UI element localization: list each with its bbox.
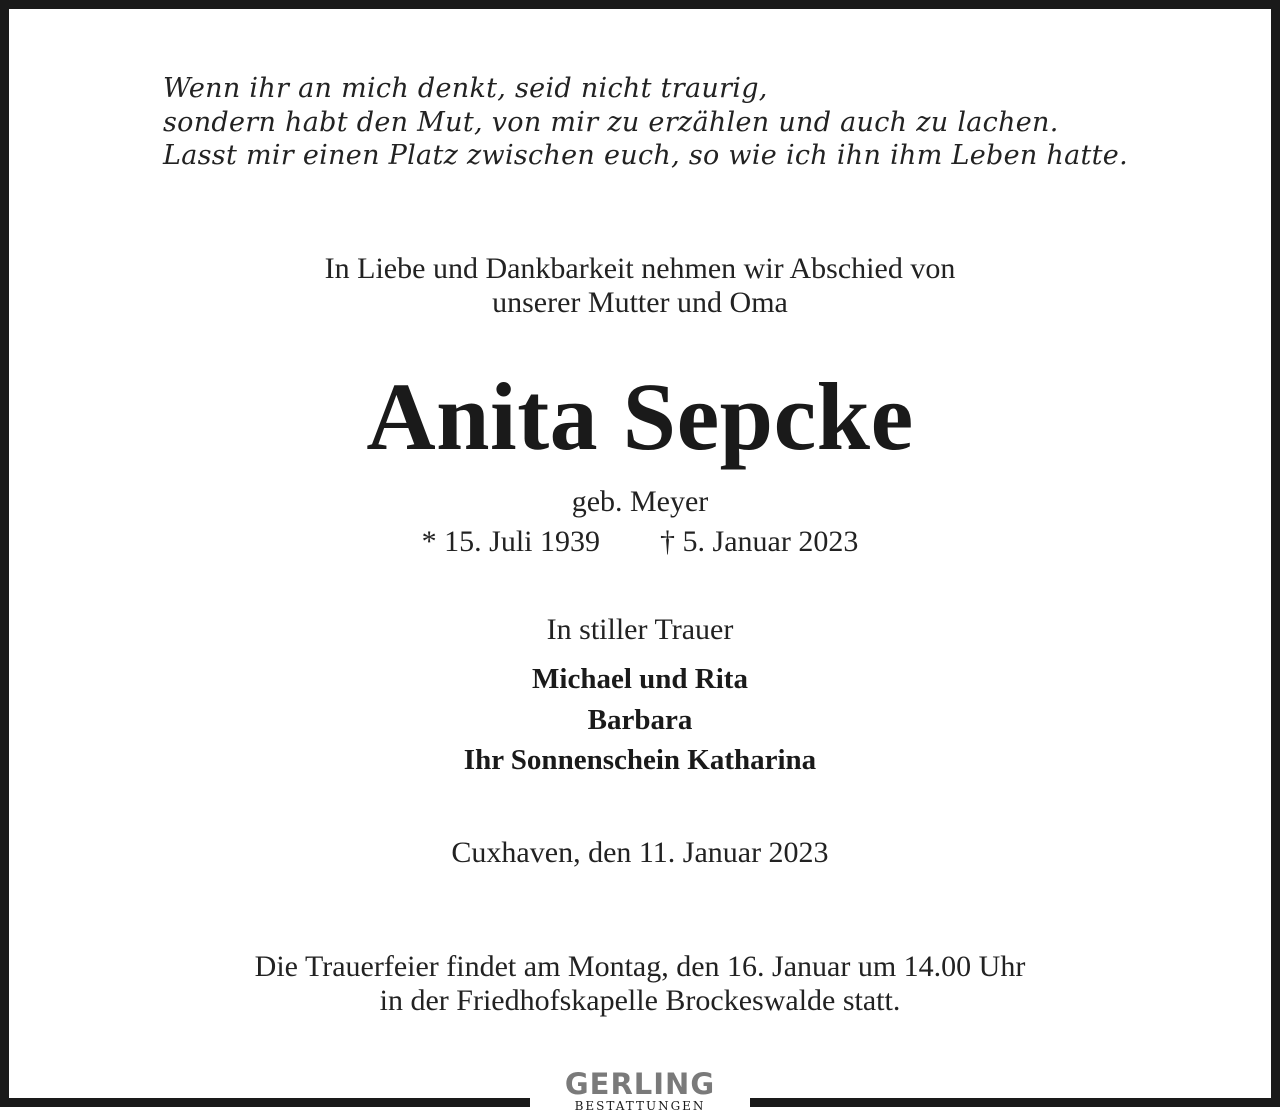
mourning-heading: In stiller Trauer: [546, 613, 734, 646]
poem-line: sondern habt den Mut, von mir zu erzählen und auch zu lachen.: [163, 106, 1059, 138]
service-line-2: in der Friedhofskapelle Brockeswalde statt.: [379, 984, 901, 1017]
mourner-name: Michael und Rita: [532, 663, 748, 695]
border-top: [0, 0, 1280, 9]
born-name: geb. Meyer: [571, 485, 709, 518]
poem-line: Lasst mir einen Platz zwischen euch, so wie ich ihn ihm Leben hatte.: [163, 140, 1128, 171]
logo-name: GERLING: [564, 1067, 716, 1101]
funeral-service-info: [0, 950, 1280, 1018]
place-date: Cuxhaven, den 11. Januar 2023: [451, 836, 829, 869]
mourners-list: [0, 659, 1280, 781]
deceased-name: Anita Sepcke: [366, 363, 914, 470]
funeral-home-logo: [530, 1069, 750, 1113]
poem-line: Wenn ihr an mich denkt, seid nicht traurig,: [163, 73, 768, 104]
mourner-name: Barbara: [587, 703, 693, 736]
birth-date: * 15. Juli 1939: [421, 525, 601, 558]
border-bottom-left: [0, 1098, 530, 1107]
intro-line-2: unserer Mutter und Oma: [492, 286, 788, 319]
service-line-1: Die Trauerfeier findet am Montag, den 16. Januar um 14.00 Uhr: [254, 950, 1026, 983]
logo-subtitle: BESTATTUNGEN: [574, 1099, 706, 1113]
poem: [163, 72, 1128, 173]
life-dates: [0, 525, 1280, 559]
border-bottom-right: [750, 1098, 1280, 1107]
death-date: † 5. Januar 2023: [660, 525, 859, 558]
intro-text: [0, 252, 1280, 320]
intro-line-1: In Liebe und Dankbarkeit nehmen wir Abschied von: [324, 252, 956, 285]
mourner-name: Ihr Sonnenschein Katharina: [463, 744, 817, 776]
